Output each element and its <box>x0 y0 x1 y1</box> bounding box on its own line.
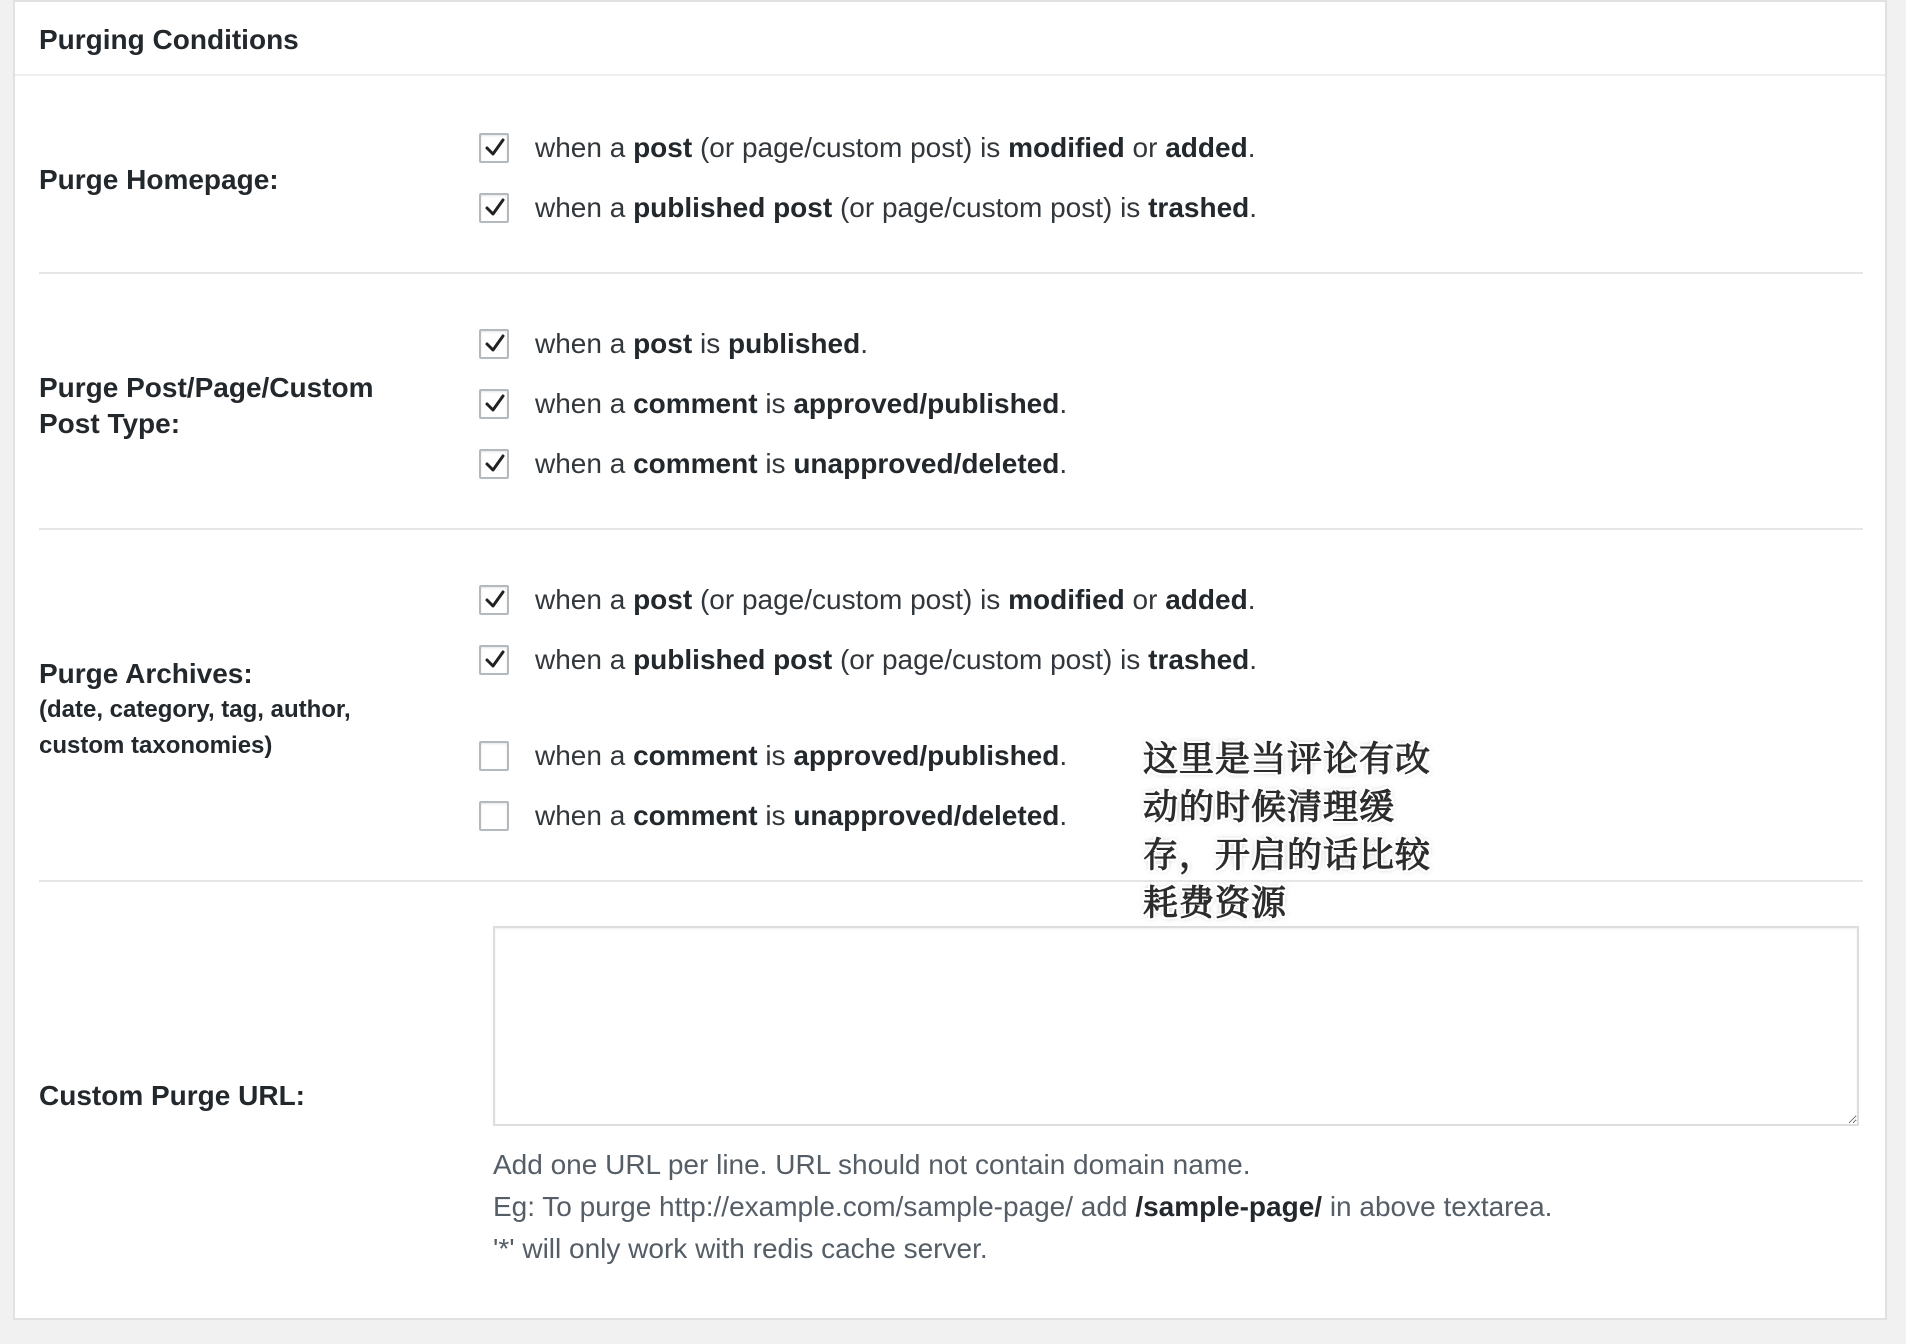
option-label-part: is <box>757 740 794 771</box>
row-purge-archives <box>39 530 1863 882</box>
annotation-line-1: 这里是当评论有改 <box>1143 740 1432 779</box>
homepage-option-1[interactable] <box>479 128 1255 168</box>
checkmark-icon <box>483 196 507 220</box>
custom-url-description-3: '*' will only work with redis cache server. <box>493 1233 988 1264</box>
purge-archives-sublabel-line2: custom taxonomies) <box>39 732 273 759</box>
checkmark-icon <box>483 588 507 612</box>
checkbox-checked[interactable] <box>479 645 509 675</box>
option-label-bold: comment <box>633 800 758 831</box>
option-label-part: (or page/custom post) is <box>832 644 1149 675</box>
option-label-bold: post <box>633 132 693 163</box>
option-label-part: . <box>1059 740 1068 771</box>
annotation-line-2: 动的时候清理缓 <box>1143 788 1396 827</box>
purge-post-type-label-line1: Purge Post/Page/Custom <box>39 372 374 403</box>
row-purge-post-type <box>39 274 1863 530</box>
option-label-part: (or page/custom post) is <box>692 132 1009 163</box>
purge-archives-title: Purge Archives: <box>39 658 253 689</box>
option-label-bold: published post <box>633 644 833 675</box>
option-label-part: when a <box>535 800 634 831</box>
option-label-part: (or page/custom post) is <box>832 192 1149 223</box>
purge-archives-sublabel-line1: (date, category, tag, author, <box>39 696 351 723</box>
option-label-bold: unapproved/deleted <box>793 448 1060 479</box>
custom-url-description-1: Add one URL per line. URL should not contain domain name. <box>493 1149 1251 1180</box>
option-label-bold: modified <box>1008 132 1125 163</box>
option-label-part: . <box>860 328 868 359</box>
option-label-part: is <box>757 448 794 479</box>
option-label-bold: comment <box>633 740 758 771</box>
checkmark-icon <box>483 392 507 416</box>
option-label-part: when a <box>535 192 634 223</box>
option-label <box>535 388 1067 420</box>
option-label-part: . <box>1059 388 1068 419</box>
custom-purge-url-label: Custom Purge URL: <box>39 1080 305 1111</box>
option-label-part: (or page/custom post) is <box>692 584 1009 615</box>
post-type-option-1[interactable] <box>479 324 868 364</box>
option-label-part: or <box>1124 132 1166 163</box>
custom-url-desc2-prefix: Eg: To purge http://example.com/sample-page/ add <box>493 1191 1136 1222</box>
option-label-part: when a <box>535 740 634 771</box>
checkmark-icon <box>483 648 507 672</box>
archives-option-3[interactable] <box>479 736 1067 776</box>
custom-url-desc2-bold: /sample-page/ <box>1135 1191 1323 1222</box>
option-label <box>535 644 1257 676</box>
purging-conditions-panel <box>13 0 1887 1320</box>
annotation-line-3: 存，开启的话比较 <box>1143 836 1432 875</box>
option-label <box>535 448 1067 480</box>
option-label-part: . <box>1059 448 1068 479</box>
purge-homepage-label: Purge Homepage: <box>39 164 279 195</box>
checkbox-checked[interactable] <box>479 329 509 359</box>
option-label-bold: published post <box>633 192 833 223</box>
option-label-part: when a <box>535 584 634 615</box>
option-label-part: . <box>1247 584 1256 615</box>
option-label-part: when a <box>535 448 634 479</box>
option-label <box>535 800 1067 832</box>
checkbox-checked[interactable] <box>479 389 509 419</box>
archives-option-2[interactable] <box>479 640 1257 680</box>
option-label <box>535 132 1255 164</box>
option-label <box>535 584 1255 616</box>
option-label-bold: trashed <box>1148 192 1250 223</box>
checkbox-unchecked[interactable] <box>479 801 509 831</box>
post-type-option-3[interactable] <box>479 444 1067 484</box>
purge-post-type-label-line2: Post Type: <box>39 408 181 439</box>
annotation-line-4: 耗费资源 <box>1143 884 1288 923</box>
checkbox-checked[interactable] <box>479 449 509 479</box>
panel-title: Purging Conditions <box>15 2 1885 76</box>
option-label-part: . <box>1059 800 1068 831</box>
option-label-bold: approved/published <box>793 740 1060 771</box>
option-label-bold: approved/published <box>793 388 1060 419</box>
checkmark-icon <box>483 332 507 356</box>
option-label-bold: post <box>633 584 693 615</box>
checkmark-icon <box>483 452 507 476</box>
option-label-part: or <box>1124 584 1166 615</box>
checkbox-unchecked[interactable] <box>479 741 509 771</box>
purge-post-type-label <box>39 370 374 442</box>
option-label-bold: published <box>727 328 861 359</box>
option-label-part: when a <box>535 644 634 675</box>
option-label-part: when a <box>535 328 634 359</box>
archives-option-1[interactable] <box>479 580 1255 620</box>
option-label <box>535 192 1257 224</box>
option-label-part: is <box>757 388 794 419</box>
option-label-part: when a <box>535 388 634 419</box>
annotation-note <box>1143 736 1443 928</box>
post-type-option-2[interactable] <box>479 384 1067 424</box>
custom-url-description-2 <box>493 1186 1552 1228</box>
option-label-bold: trashed <box>1148 644 1250 675</box>
option-label-part: . <box>1247 132 1256 163</box>
option-label-part: is <box>692 328 728 359</box>
option-label-bold: modified <box>1008 584 1125 615</box>
checkbox-checked[interactable] <box>479 193 509 223</box>
archives-option-4[interactable] <box>479 796 1067 836</box>
option-label-bold: unapproved/deleted <box>793 800 1060 831</box>
option-label-part: when a <box>535 132 634 163</box>
row-purge-homepage <box>39 76 1863 274</box>
option-label-bold: post <box>633 328 693 359</box>
checkbox-checked[interactable] <box>479 133 509 163</box>
option-label-bold: added <box>1165 132 1248 163</box>
custom-purge-url-textarea[interactable] <box>493 926 1859 1126</box>
homepage-option-2[interactable] <box>479 188 1257 228</box>
option-label-bold: comment <box>633 448 758 479</box>
option-label-part: . <box>1249 644 1258 675</box>
option-label-bold: added <box>1165 584 1248 615</box>
option-label <box>535 740 1067 772</box>
option-label-part: is <box>757 800 794 831</box>
option-label-bold: comment <box>633 388 758 419</box>
checkbox-checked[interactable] <box>479 585 509 615</box>
checkmark-icon <box>483 136 507 160</box>
option-label-part: . <box>1249 192 1258 223</box>
option-label <box>535 328 868 360</box>
purge-archives-label <box>39 656 351 764</box>
custom-url-desc2-suffix: in above textarea. <box>1322 1191 1553 1222</box>
